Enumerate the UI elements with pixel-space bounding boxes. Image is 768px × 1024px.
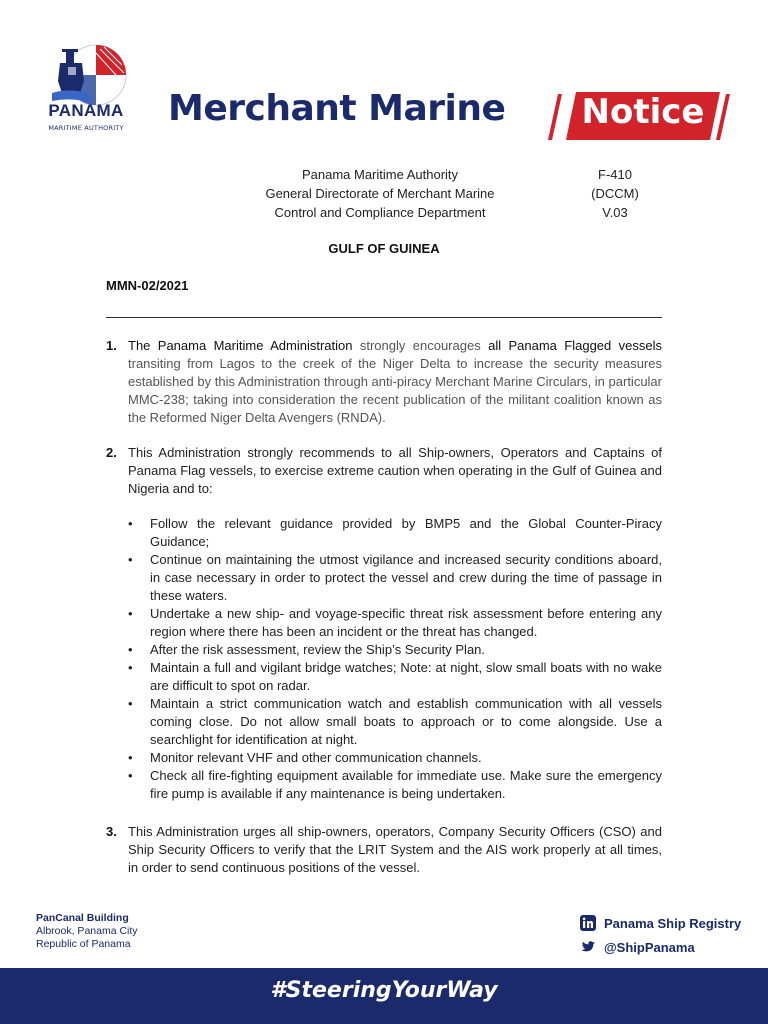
form-code: (DCCM) bbox=[591, 186, 639, 201]
footer-address bbox=[36, 912, 138, 951]
list-item-text: After the risk assessment, review the Ship’s Security Plan. bbox=[150, 642, 486, 657]
paragraph-2 bbox=[106, 444, 662, 498]
list-item-text: Check all fire-fighting equipment available for immediate use. Make sure the emergency fire pump is available if any maintenance is being undertaken. bbox=[150, 768, 662, 801]
form-codes bbox=[570, 165, 660, 222]
list-item-text: Maintain a full and vigilant bridge watches; Note: at night, slow small boats with no wake are difficult to spot on radar. bbox=[150, 660, 662, 693]
paragraph-number: 2. bbox=[106, 445, 117, 460]
list-item-text: Undertake a new ship- and voyage-specific threat risk assessment before entering any region where there has been an incident or the threat has changed. bbox=[150, 606, 662, 639]
authority-line: Panama Maritime Authority bbox=[301, 167, 459, 182]
list-item: • Follow the relevant guidance provided by BMP5 and the Global Counter-Piracy Guidance; bbox=[128, 516, 662, 549]
logo-subtitle: MARITIME AUTHORITY bbox=[48, 124, 124, 132]
list-item-text: Continue on maintaining the utmost vigilance and increased security conditions aboard, in case necessary in order to protect the vessel and crew during the time of passage in these waters. bbox=[150, 552, 662, 603]
banner-title: Merchant Marine bbox=[168, 88, 506, 129]
divider bbox=[106, 317, 662, 318]
paragraph-1 bbox=[106, 337, 662, 427]
list-item: • Monitor relevant VHF and other communication channels. bbox=[128, 750, 482, 765]
paragraph-text: This Administration urges all ship-owners, operators, Company Security Officers (CSO) and Ship Security Officers to verify that the LRIT System and the AIS work properly at all times, in order to send continuous positions of the vessel. bbox=[128, 824, 662, 875]
text-run: transiting from Lagos to the creek of the Niger Delta to increase the security measures established by this Administration through anti-piracy Merchant Marine Circulars, in particular MMC-238; taking into consideration the recent publication of the militant coalition known as the Reformed Niger Delta Avengers (RNDA). bbox=[128, 356, 662, 425]
guidance-list bbox=[128, 515, 662, 803]
twitter-icon bbox=[580, 939, 596, 955]
notice-subject: GULF OF GUINEA bbox=[328, 241, 440, 256]
paragraph-text bbox=[128, 337, 662, 427]
list-item: • Maintain a full and vigilant bridge watches; Note: at night, slow small boats with no wake are difficult to spot on radar. bbox=[128, 660, 662, 693]
list-item-text: Monitor relevant VHF and other communication channels. bbox=[150, 750, 482, 765]
list-item: • After the risk assessment, review the Ship’s Security Plan. bbox=[128, 642, 486, 657]
address-line: Republic of Panama bbox=[36, 938, 131, 950]
address-line: PanCanal Building bbox=[36, 912, 129, 924]
list-item: • Undertake a new ship- and voyage-specific threat risk assessment before entering any region where there has been an incident or the threat has changed. bbox=[128, 606, 662, 639]
footer-hashtag: #SteeringYourWay bbox=[270, 978, 498, 1003]
twitter-link[interactable] bbox=[580, 935, 741, 959]
address-line: Albrook, Panama City bbox=[36, 925, 138, 937]
linkedin-label: Panama Ship Registry bbox=[604, 915, 742, 931]
list-item-text: Maintain a strict communication watch and establish communication with all vessels coming close. Do not allow small boats to approach or to come alongside. Use a searchlight for identification at night. bbox=[150, 696, 662, 747]
issuing-authority bbox=[240, 165, 520, 222]
text-run: The Panama Maritime Administration bbox=[128, 338, 353, 353]
list-item: • Check all fire-fighting equipment available for immediate use. Make sure the emergency fire pump is available if any maintenance is being undertaken. bbox=[128, 768, 662, 801]
paragraph-number: 3. bbox=[106, 824, 117, 839]
logo-wordmark: PANAMA bbox=[48, 101, 124, 120]
paragraph-text: This Administration strongly recommends to all Ship-owners, Operators and Captains of Panama Flag vessels, to exercise extreme caution when operating in the Gulf of Guinea and Nigeria and to: bbox=[128, 445, 662, 496]
text-run: strongly encourages bbox=[352, 338, 489, 353]
authority-line: General Directorate of Merchant Marine bbox=[265, 186, 495, 201]
twitter-label: @ShipPanama bbox=[604, 939, 695, 955]
linkedin-icon bbox=[580, 915, 596, 931]
text-run: all Panama Flagged vessels bbox=[488, 338, 663, 353]
notice-badge-label: Notice bbox=[581, 92, 705, 132]
paragraph-number: 1. bbox=[106, 338, 117, 353]
paragraph-3 bbox=[106, 823, 662, 877]
form-code: V.03 bbox=[602, 205, 628, 220]
list-item: • Continue on maintaining the utmost vigilance and increased security conditions aboard, in case necessary in order to protect the vessel and crew during the time of passage in these waters. bbox=[128, 552, 662, 603]
authority-line: Control and Compliance Department bbox=[274, 205, 486, 220]
form-code: F-410 bbox=[598, 167, 632, 182]
list-item-text: Follow the relevant guidance provided by BMP5 and the Global Counter-Piracy Guidance; bbox=[150, 516, 662, 549]
footer-social bbox=[580, 911, 741, 959]
linkedin-link[interactable] bbox=[580, 911, 741, 935]
notice-number: MMN-02/2021 bbox=[106, 278, 189, 293]
list-item: • Maintain a strict communication watch and establish communication with all vessels coming close. Do not allow small boats to approach or to come alongside. Use a searchlight for identification at night. bbox=[128, 696, 662, 747]
